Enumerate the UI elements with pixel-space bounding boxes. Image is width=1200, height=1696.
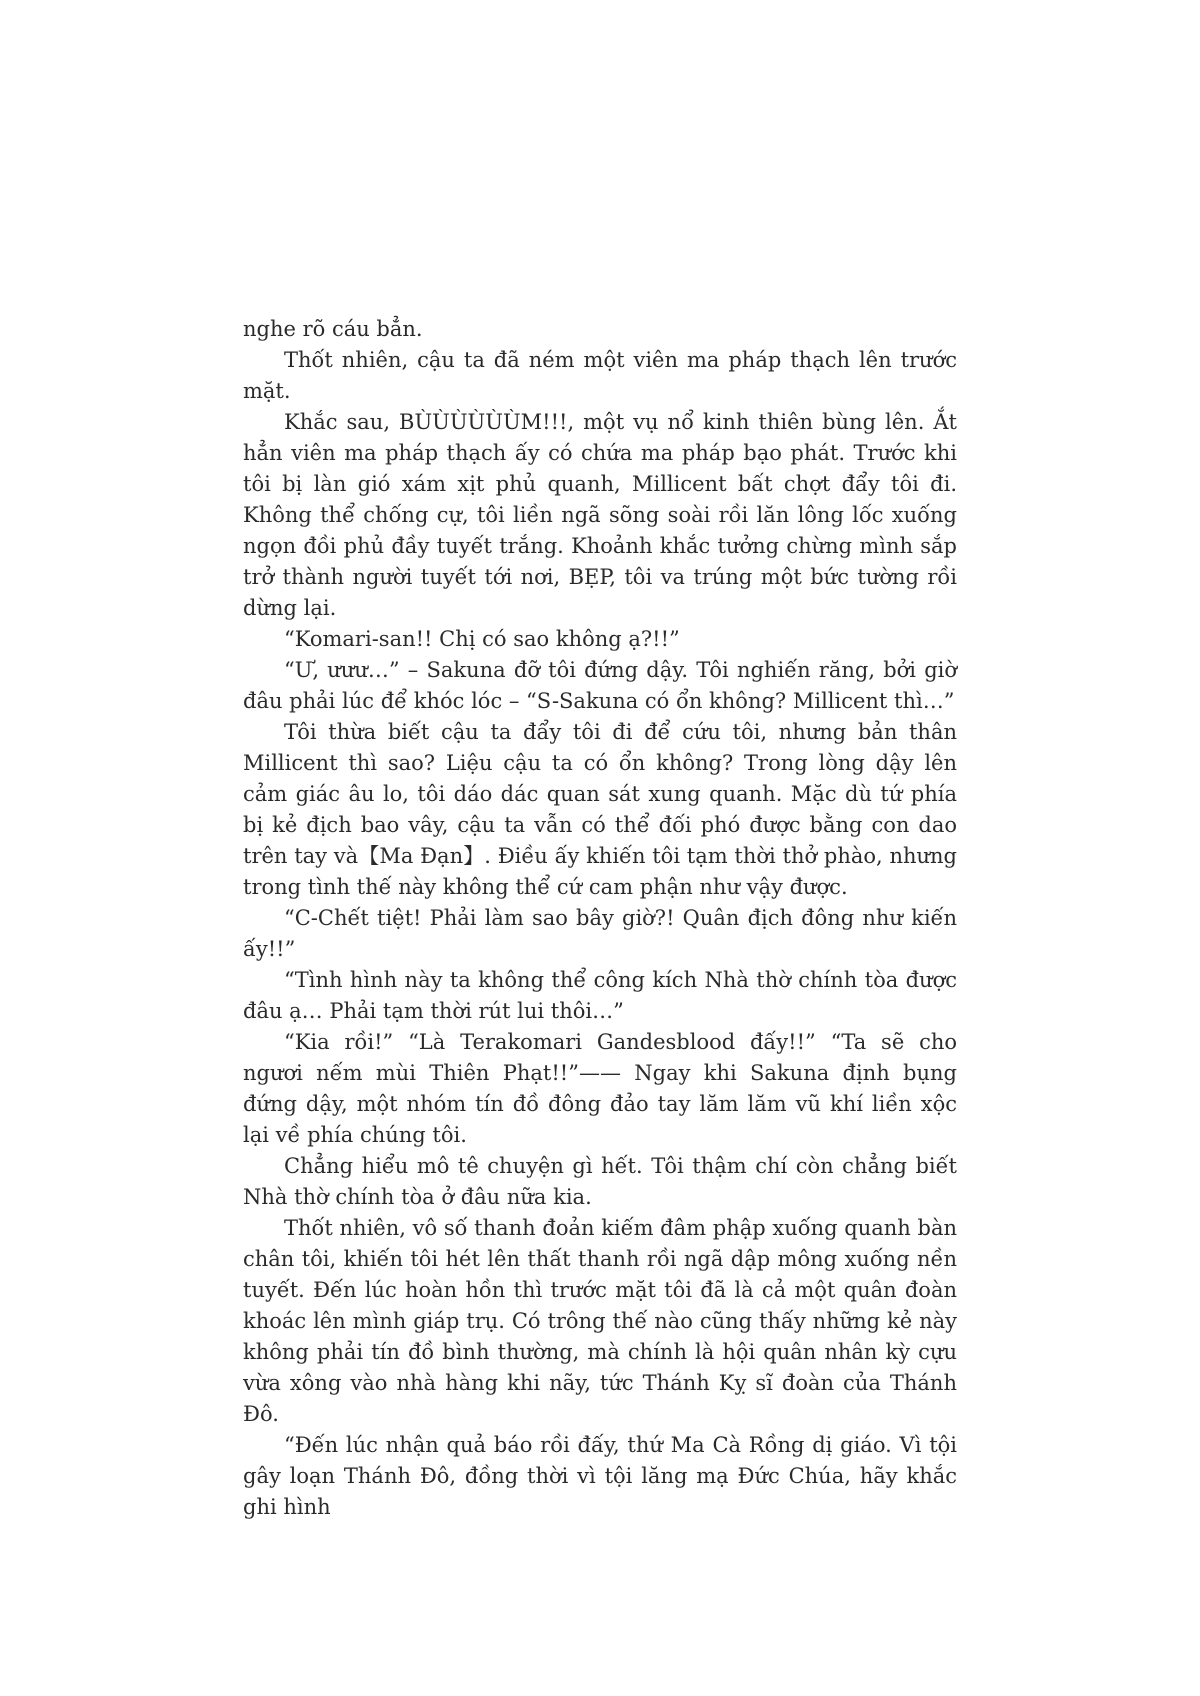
paragraph: “Kia rồi!” “Là Terakomari Gandesblood đấy!!” “Ta sẽ cho ngươi nếm mùi Thiên Phạt!!”—— Ngay khi Sakuna định bụng đứng dậy, một nhóm tín đồ đông đảo tay lăm lăm vũ khí liền xộc lại về phía chúng tôi. [243,1030,957,1147]
paragraph: nghe rõ cáu bẳn. [243,317,423,341]
paragraph: “Đến lúc nhận quả báo rồi đấy, thứ Ma Cà Rồng dị giáo. Vì tội gây loạn Thánh Đô, đồng thời vì tội lăng mạ Đức Chúa, hãy khắc ghi hình [243,1433,957,1519]
paragraph: “Ư, ưưư…” – Sakuna đỡ tôi đứng dậy. Tôi nghiến răng, bởi giờ đâu phải lúc để khóc lóc – “S-Sakuna có ổn không? Millicent thì…” [243,658,957,713]
paragraph: “Komari-san!! Chị có sao không ạ?!!” [284,627,680,651]
paragraph: Chẳng hiểu mô tê chuyện gì hết. Tôi thậm chí còn chẳng biết Nhà thờ chính tòa ở đâu nữa kia. [243,1154,957,1209]
paragraph: “Tình hình này ta không thể công kích Nhà thờ chính tòa được đâu ạ… Phải tạm thời rút lui thôi…” [243,968,957,1023]
paragraph: Khắc sau, BÙÙÙÙÙÙM!!!, một vụ nổ kinh thiên bùng lên. Ắt hẳn viên ma pháp thạch ấy có chứa ma pháp bạo phát. Trước khi tôi bị làn gió xám xịt phủ quanh, Millicent bất chợt đẩy tôi đi. Không thể chống cự, tôi liền ngã sõng soài rồi lăn lông lốc xuống ngọn đồi phủ đầy tuyết trắng. Khoảnh khắc tưởng chừng mình sắp trở thành người tuyết tới nơi, BẸP, tôi va trúng một bức tường rồi dừng lại. [243,410,957,620]
paragraph: Tôi thừa biết cậu ta đẩy tôi đi để cứu tôi, nhưng bản thân Millicent thì sao? Liệu cậu ta có ổn không? Trong lòng dậy lên cảm giác âu lo, tôi dáo dác quan sát xung quanh. Mặc dù tứ phía bị kẻ địch bao vây, cậu ta vẫn có thể đối phó được bằng con dao trên tay và【Ma Đạn】. Điều ấy khiến tôi tạm thời thở phào, nhưng trong tình thế này không thể cứ cam phận như vậy được. [243,720,957,899]
paragraph: Thốt nhiên, vô số thanh đoản kiếm đâm phập xuống quanh bàn chân tôi, khiến tôi hét lên thất thanh rồi ngã dập mông xuống nền tuyết. Đến lúc hoàn hồn thì trước mặt tôi đã là cả một quân đoàn khoác lên mình giáp trụ. Có trông thế nào cũng thấy những kẻ này không phải tín đồ bình thường, mà chính là hội quân nhân kỳ cựu vừa xông vào nhà hàng khi nãy, tức Thánh Kỵ sĩ đoàn của Thánh Đô. [243,1216,957,1426]
body-text [243,314,957,1523]
paragraph: Thốt nhiên, cậu ta đã ném một viên ma pháp thạch lên trước mặt. [243,348,957,403]
paragraph: “C-Chết tiệt! Phải làm sao bây giờ?! Quân địch đông như kiến ấy!!” [243,906,957,961]
